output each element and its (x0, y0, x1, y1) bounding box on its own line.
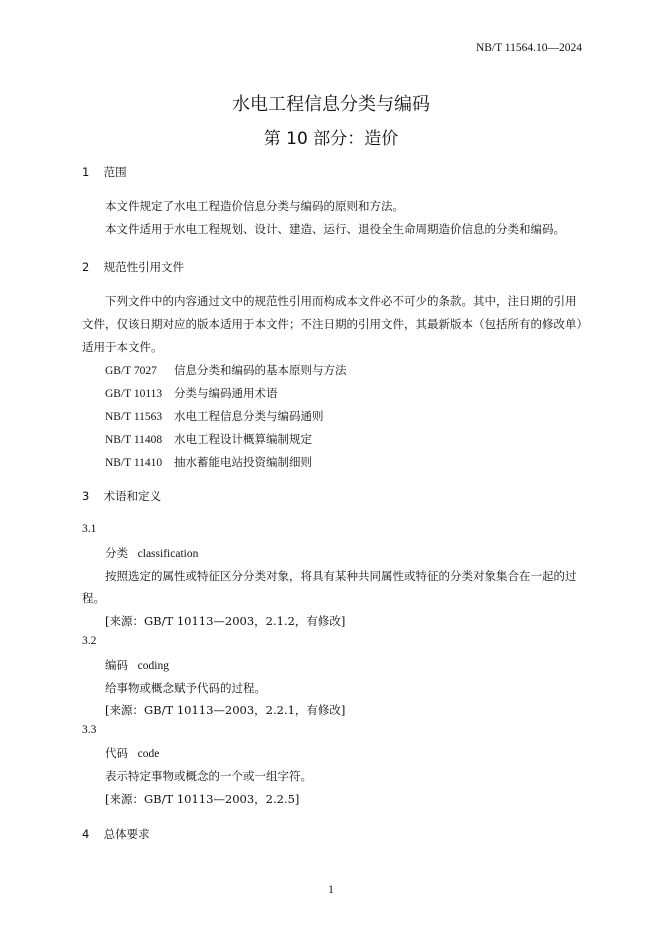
section-heading-3 (82, 488, 161, 504)
term-heading (105, 745, 159, 761)
term-number: 3.3 (82, 724, 97, 736)
standard-code: NB/T 11564.10—2024 (475, 42, 582, 54)
reference-item (105, 431, 312, 447)
term-number: 3.1 (82, 523, 97, 535)
section-heading-4 (82, 826, 150, 842)
section-title: 术语和定义 (103, 489, 162, 503)
reference-code: NB/T 11563 (105, 411, 163, 423)
reference-code: GB/T 7027 (105, 365, 157, 377)
term-zh: 代码 (105, 746, 128, 760)
term-zh: 分类 (105, 546, 128, 560)
paragraph: 本文件规定了水电工程造价信息分类与编码的原则和方法。 (105, 199, 404, 213)
section-title: 规范性引用文件 (103, 260, 185, 274)
section-number: 3 (82, 489, 90, 503)
section-title: 总体要求 (103, 827, 150, 841)
section-heading-2 (82, 259, 184, 275)
document-subtitle: 第 10 部分：造价 (263, 129, 399, 149)
reference-item (105, 454, 312, 470)
reference-item (105, 385, 278, 401)
section-number: 4 (82, 827, 90, 841)
page-number: 1 (328, 884, 334, 896)
term-definition: 给事物或概念赋予代码的过程。 (105, 681, 266, 695)
term-zh: 编码 (105, 658, 128, 672)
reference-item (105, 408, 324, 424)
section-heading-1 (82, 164, 127, 180)
section-number: 2 (82, 260, 90, 274)
term-source: [来源：GB/T 10113—2003，2.1.2，有修改] (105, 614, 346, 628)
reference-item (105, 362, 347, 378)
reference-title: 信息分类和编码的基本原则与方法 (174, 363, 347, 377)
paragraph: 本文件适用于水电工程规划、设计、建造、运行、退役全生命周期造价信息的分类和编码。 (105, 222, 565, 236)
term-definition: 表示特定事物或概念的一个或一组字符。 (105, 769, 312, 783)
reference-title: 水电工程设计概算编制规定 (174, 432, 312, 446)
section-number: 1 (82, 165, 90, 179)
reference-title: 分类与编码通用术语 (174, 386, 278, 400)
reference-title: 水电工程信息分类与编码通则 (174, 409, 324, 423)
term-heading (105, 657, 169, 673)
term-en: classification (137, 548, 199, 560)
term-en: code (137, 748, 160, 760)
term-definition: 按照选定的属性或特征区分分类对象，将具有某种共同属性或特征的分类对象集合在一起的过 (105, 569, 577, 583)
paragraph-line: 适用于本文件。 (82, 340, 163, 354)
document-title: 水电工程信息分类与编码 (232, 94, 430, 115)
term-en: coding (137, 660, 169, 672)
paragraph-line: 下列文件中的内容通过文中的规范性引用而构成本文件必不可少的条款。其中，注日期的引用 (105, 294, 577, 308)
paragraph-line: 文件，仅该日期对应的版本适用于本文件；不注日期的引用文件，其最新版本（包括所有的修改单） (82, 317, 588, 331)
section-title: 范围 (103, 165, 127, 179)
term-number: 3.2 (82, 635, 97, 647)
term-heading (105, 545, 198, 561)
reference-code: GB/T 10113 (105, 388, 163, 400)
reference-title: 抽水蓄能电站投资编制细则 (174, 455, 312, 469)
reference-code: NB/T 11410 (105, 457, 163, 469)
term-definition: 程。 (82, 591, 105, 605)
reference-code: NB/T 11408 (105, 434, 163, 446)
term-source: [来源：GB/T 10113—2003，2.2.1，有修改] (105, 703, 346, 717)
term-source: [来源：GB/T 10113—2003，2.2.5] (105, 792, 300, 806)
